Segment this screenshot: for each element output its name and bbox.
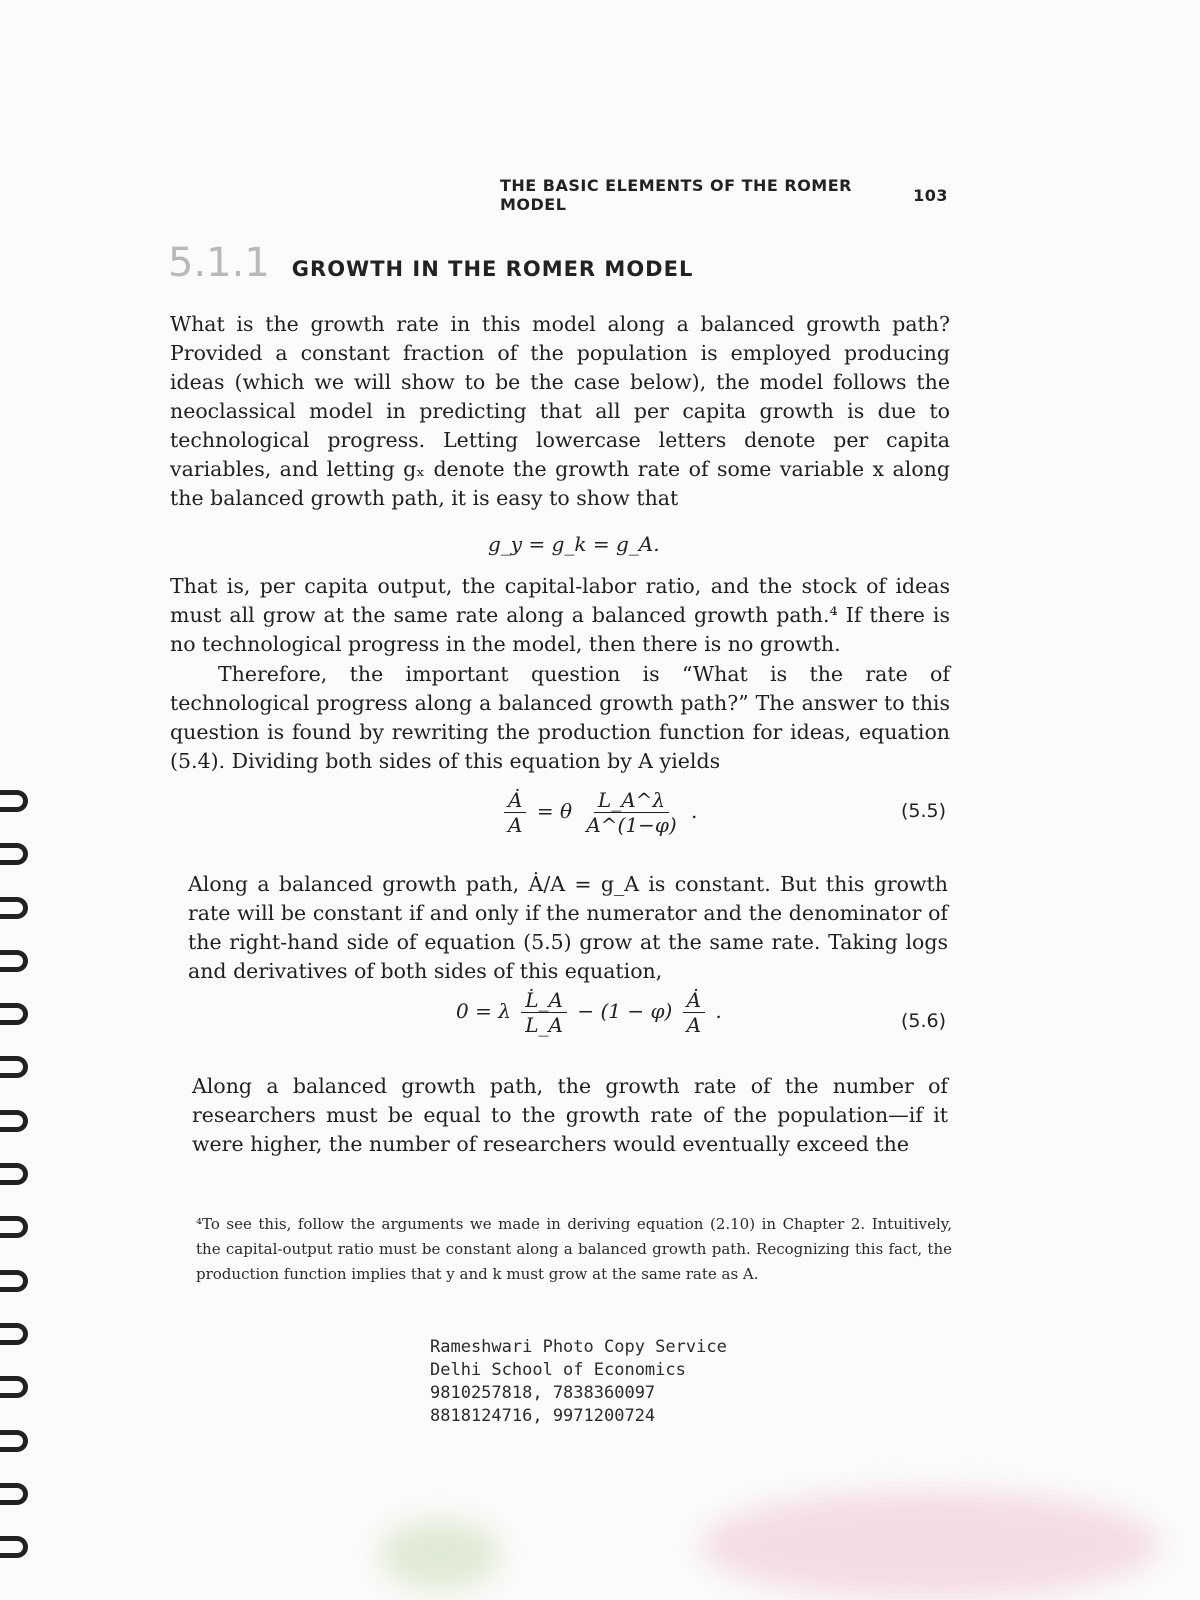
paragraph-2: That is, per capita output, the capital-labor ratio, and the stock of ideas must all grow at the same rate along a balanced growth path.⁴ If there is no technological progress in the model, then there is no growth.: [170, 574, 950, 656]
eq56-frac1-denominator: L_A: [525, 1013, 563, 1037]
binding-ring: [0, 843, 28, 865]
binding-ring: [0, 1323, 28, 1345]
binding-ring: [0, 897, 28, 919]
equation-5-6-label: (5.6): [900, 1010, 946, 1032]
section-number: 5.1.1: [168, 240, 270, 286]
eq55-coefficient: θ: [559, 799, 572, 823]
page-number: 103: [913, 185, 948, 205]
spiral-binding: [0, 0, 40, 1579]
binding-ring: [0, 1003, 28, 1025]
eq55-rhs-denominator: A^(1−φ): [586, 813, 677, 837]
footnote-4: ⁴To see this, follow the arguments we made in deriving equation (2.10) in Chapter 2. Intuitively, the capital-output ratio must be constant along a balanced growth path. Recognizing this fact, the production function implies that y and k must grow at the same rate as A.: [196, 1215, 952, 1283]
binding-ring: [0, 1376, 28, 1398]
eq56-frac2-denominator: A: [686, 1013, 702, 1037]
eq55-lhs-numerator: Ȧ: [504, 788, 526, 813]
equation-5-6: 0 = λ $\frac{L̇\_A}{L\_A}$ − (1 − φ) $\frac{Ȧ}{A}$ .: [456, 988, 722, 1037]
binding-ring: [0, 1430, 28, 1452]
binding-ring: [0, 1536, 28, 1558]
eq55-rhs-fraction: [582, 788, 680, 837]
eq56-middle: − (1 − φ): [577, 999, 673, 1023]
running-head: [500, 176, 948, 214]
paragraph-5: Along a balanced growth path, the growth rate of the number of researchers must be equal to the growth rate of the population—if it were higher, the number of researchers would eventually exceed the: [192, 1074, 948, 1156]
stamp-line-4: 8818124716, 9971200724: [430, 1406, 656, 1426]
binding-ring: [0, 950, 28, 972]
stamp-line-1: Rameshwari Photo Copy Service: [430, 1337, 727, 1357]
binding-ring: [0, 1216, 28, 1238]
section-title: GROWTH IN THE ROMER MODEL: [291, 257, 694, 281]
equation-growth-rates: g_y = g_k = g_A.: [488, 532, 660, 556]
running-head-title: THE BASIC ELEMENTS OF THE ROMER MODEL: [500, 176, 852, 214]
binding-ring: [0, 1110, 28, 1132]
smudge-pink: [700, 1490, 1160, 1600]
eq55-lhs-fraction: [504, 788, 526, 837]
paragraph-3: Therefore, the important question is “What is the rate of technological progress along a balanced growth path?” The answer to this question is found by rewriting the production function for ideas, equation (5.4). Dividing both sides of this equation by A yields: [170, 662, 950, 773]
equation-5-5-label: (5.5): [900, 800, 946, 822]
eq56-fraction-1: [521, 988, 567, 1037]
binding-ring: [0, 1163, 28, 1185]
binding-ring: [0, 1270, 28, 1292]
equation-5-5: $\frac{Ȧ}{A}$ = θ $\frac{L\_A\^{}\lambda}{A\^{}(1-\varphi)}$ .: [500, 788, 697, 837]
eq56-frac1-numerator: L̇_A: [521, 988, 567, 1013]
eq56-lead: 0 = λ: [456, 999, 511, 1023]
binding-ring: [0, 790, 28, 812]
eq55-lhs-denominator: A: [508, 813, 523, 837]
eq55-rhs-numerator: L_A^λ: [594, 788, 669, 813]
binding-ring: [0, 1483, 28, 1505]
eq56-fraction-2: [683, 988, 705, 1037]
stamp-line-2: Delhi School of Economics: [430, 1360, 686, 1380]
eq56-frac2-numerator: Ȧ: [683, 988, 705, 1013]
smudge-green: [380, 1520, 500, 1590]
stamp-line-3: 9810257818, 7838360097: [430, 1383, 656, 1403]
binding-ring: [0, 1056, 28, 1078]
paragraph-4: Along a balanced growth path, Ȧ/A = g_A is constant. But this growth rate will be constant if and only if the numerator and the denominator of the right-hand side of equation (5.5) grow at the same rate. Taking logs and derivatives of both sides of this equation,: [188, 872, 948, 983]
photocopy-stamp: [430, 1336, 727, 1428]
section-heading: [168, 240, 968, 286]
paragraph-1: What is the growth rate in this model along a balanced growth path? Provided a constant fraction of the population is employed producing ideas (which we will show to be the case below), the model follows the neoclassical model in predicting that all per capita growth is due to technological progress. Letting lowercase letters denote per capita variables, and letting gₓ denote the growth rate of some variable x along the balanced growth path, it is easy to show that: [170, 312, 950, 510]
